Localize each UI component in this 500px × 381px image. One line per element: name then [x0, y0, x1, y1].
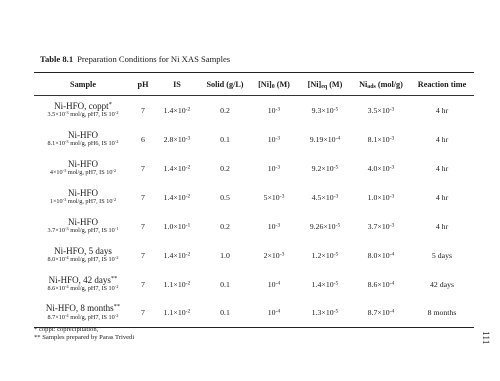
header-row: [34, 73, 474, 96]
reaction-time-cell: 42 days: [429, 279, 455, 289]
page-number: 111: [480, 331, 490, 345]
sample-cell: [34, 183, 132, 212]
sample-name: Ni-HFO, 8 months: [45, 303, 114, 314]
sample-conditions: $8.6\times 10^{-4}$ mol/g, pH7, IS $10^{-2}$: [47, 283, 119, 292]
table-row: [34, 212, 474, 241]
reaction-time-cell: 4 hr: [435, 221, 449, 231]
niads-cell: $8.1\times 10^{-3}$: [367, 134, 395, 144]
solid-cell: 0.2: [220, 221, 230, 231]
ph-cell: 7: [141, 250, 145, 260]
is-cell: $1.4\times 10^{-2}$: [163, 192, 191, 202]
sample-mark: **: [110, 274, 118, 282]
ph-cell: 7: [141, 163, 145, 173]
ni0-cell: $5\times 10^{-3}$: [263, 192, 285, 202]
solid-cell: 0.2: [220, 105, 230, 115]
ni0-cell: $10^{-3}$: [267, 134, 281, 144]
sample-name: Ni-HFO: [67, 158, 98, 169]
ph-cell: 7: [132, 299, 154, 328]
reaction-time-cell: 4 hr: [435, 192, 449, 202]
sample-conditions: $8.0\times 10^{-4}$ mol/g, pH7, IS $10^{-2}$: [47, 254, 119, 263]
table-caption: [40, 54, 230, 64]
ph-cell: 6: [141, 134, 145, 144]
table-row: [34, 183, 474, 212]
reaction-time-cell: 8 months: [410, 299, 474, 328]
ni0-cell: $10^{-4}$: [250, 299, 298, 328]
sample-name: Ni-HFO, coppt: [54, 100, 109, 111]
is-cell: $1.4\times 10^{-2}$: [163, 250, 191, 260]
is-cell: $2.8\times 10^{-3}$: [163, 134, 191, 144]
sample-conditions: $4\times 10^{-3}$ mol/g, pH7, IS $10^{-2}$: [49, 167, 117, 176]
header-reaction-time: Reaction time: [410, 73, 474, 96]
sample-name: Ni-HFO: [67, 187, 98, 198]
sample-cell: [34, 270, 132, 299]
reaction-time-cell: 5 days: [431, 250, 453, 260]
reaction-time-cell: 4 hr: [435, 105, 449, 115]
niads-cell: $4.0\times 10^{-3}$: [367, 163, 395, 173]
footnote-coppt: * coppt: coprecipitation,: [34, 326, 99, 333]
nieq-cell: $9.2\times 10^{-5}$: [311, 163, 339, 173]
ni0-cell: $10^{-3}$: [267, 221, 281, 231]
header-ph: pH: [132, 73, 154, 96]
nieq-cell: $1.4\times 10^{-5}$: [311, 279, 339, 289]
header-nieq: $[Ni]_{eq}$ (M): [298, 73, 352, 96]
sample-cell: [34, 241, 132, 270]
niads-cell: $8.7\times 10^{-4}$: [352, 299, 410, 328]
sample-conditions: $8.7\times 10^{-4}$ mol/g, pH7, IS $10^{-2}$: [47, 312, 119, 321]
table-row: [34, 299, 474, 328]
nieq-cell: $9.19\times 10^{-4}$: [309, 134, 341, 144]
is-cell: $1.1\times 10^{-2}$: [154, 299, 200, 328]
table-row: [34, 96, 474, 125]
niads-cell: $3.7\times 10^{-3}$: [367, 221, 395, 231]
solid-cell: 0.1: [200, 299, 250, 328]
table-row: [34, 154, 474, 183]
sample-mark: **: [113, 303, 121, 311]
header-sample: Sample: [34, 73, 132, 96]
ph-cell: 7: [141, 192, 145, 202]
solid-cell: 0.1: [220, 279, 230, 289]
ph-cell: 7: [141, 221, 145, 231]
nieq-cell: $4.5\times 10^{-3}$: [311, 192, 339, 202]
nieq-cell: $9.26\times 10^{-5}$: [309, 221, 341, 231]
niads-cell: $8.6\times 10^{-4}$: [367, 279, 395, 289]
sample-cell: [34, 154, 132, 183]
preparation-conditions-table: [34, 72, 474, 328]
solid-cell: 0.1: [220, 134, 230, 144]
sample-conditions: $1\times 10^{-3}$ mol/g, pH7, IS $10^{-2}$: [49, 196, 117, 205]
solid-cell: 1.0: [220, 250, 230, 260]
sample-conditions: $8.1\times 10^{-3}$ mol/g, pH6, IS $10^{-2}$: [47, 138, 119, 147]
header-solid: Solid (g/L): [200, 73, 250, 96]
table-row: [34, 125, 474, 154]
nieq-cell: $9.3\times 10^{-5}$: [311, 105, 339, 115]
footnote-samples: ** Samples prepared by Paras Trivedi: [34, 334, 135, 341]
sample-cell: [34, 212, 132, 241]
ph-cell: 7: [141, 105, 145, 115]
ni0-cell: $10^{-4}$: [267, 279, 281, 289]
sample-name: Ni-HFO: [67, 129, 98, 140]
ph-cell: 7: [141, 279, 145, 289]
header-is: IS: [154, 73, 200, 96]
reaction-time-cell: 4 hr: [435, 163, 449, 173]
sample-cell: [34, 299, 132, 328]
header-niads: $Ni_{ads}$ (mol/g): [352, 73, 410, 96]
niads-cell: $8.0\times 10^{-4}$: [367, 250, 395, 260]
sample-cell: [34, 125, 132, 154]
ni0-cell: $2\times 10^{-3}$: [263, 250, 285, 260]
table-row: [34, 241, 474, 270]
is-cell: $1.4\times 10^{-2}$: [163, 105, 191, 115]
niads-cell: $3.5\times 10^{-3}$: [367, 105, 395, 115]
ni0-cell: $10^{-3}$: [267, 105, 281, 115]
sample-name: Ni-HFO, 42 days: [48, 274, 111, 285]
is-cell: $1.4\times 10^{-2}$: [163, 163, 191, 173]
nieq-cell: $1.2\times 10^{-5}$: [311, 250, 339, 260]
solid-cell: 0.5: [220, 192, 230, 202]
niads-cell: $1.0\times 10^{-3}$: [367, 192, 395, 202]
table-number: Table 8.1: [40, 54, 74, 64]
is-cell: $1.0\times 10^{-1}$: [163, 221, 191, 231]
nieq-cell: $1.3\times 10^{-5}$: [298, 299, 352, 328]
is-cell: $1.1\times 10^{-2}$: [163, 279, 191, 289]
sample-cell: [34, 96, 132, 125]
header-ni0: $[Ni]_0$ (M): [250, 73, 298, 96]
ni0-cell: $10^{-3}$: [267, 163, 281, 173]
reaction-time-cell: 4 hr: [435, 134, 449, 144]
sample-name: Ni-HFO: [67, 216, 98, 227]
table-row: [34, 270, 474, 299]
sample-conditions: $3.5\times 10^{-3}$ mol/g, pH7, IS $10^{-2}$: [47, 110, 119, 119]
sample-mark: *: [108, 100, 112, 108]
solid-cell: 0.2: [220, 163, 230, 173]
sample-conditions: $3.7\times 10^{-3}$ mol/g, pH7, IS $10^{-1}$: [47, 225, 119, 234]
sample-name: Ni-HFO, 5 days: [54, 245, 112, 256]
table-title: Preparation Conditions for Ni XAS Samples: [77, 54, 231, 64]
